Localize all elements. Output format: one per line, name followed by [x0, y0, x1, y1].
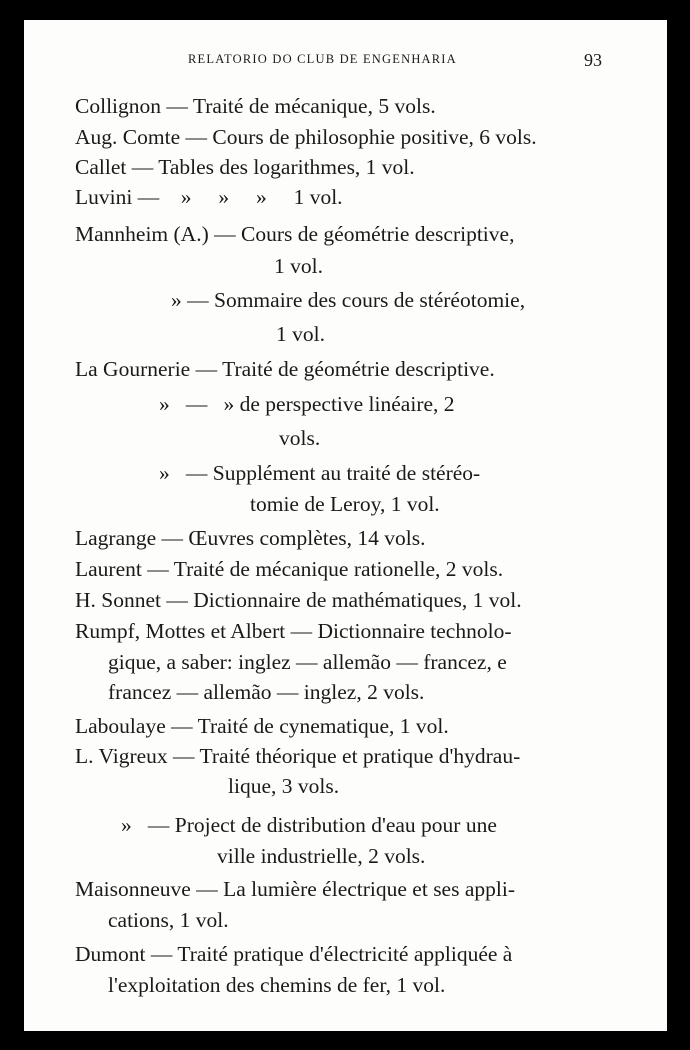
entry-line: » — Project de distribution d'eau pour une	[121, 813, 497, 837]
entry-line: tomie de Leroy, 1 vol.	[250, 492, 440, 516]
entry-line: La Gournerie — Traité de géométrie descriptive.	[75, 357, 495, 381]
entry-line: Laurent — Traité de mécanique rationelle, 2 vols.	[75, 557, 504, 581]
entry-line: » — Sommaire des cours de stéréotomie,	[171, 288, 526, 312]
entry-line: Rumpf, Mottes et Albert — Dictionnaire technolo-	[75, 619, 512, 643]
entry-line: gique, a saber: inglez — allemão — francez, e	[108, 650, 507, 674]
entry-line: Maisonneuve — La lumière électrique et ses appli-	[75, 877, 515, 901]
page-number: 93	[584, 50, 602, 70]
entry-line: Collignon — Traité de mécanique, 5 vols.	[75, 94, 436, 118]
entry-line: lique, 3 vols.	[228, 774, 340, 798]
entry-line: Aug. Comte — Cours de philosophie positive, 6 vols.	[75, 125, 537, 149]
entry-line: Callet — Tables des logarithmes, 1 vol.	[75, 155, 415, 179]
page-header	[24, 50, 667, 76]
entry-line: Laboulaye — Traité de cynematique, 1 vol.	[75, 714, 449, 738]
entry-line: Mannheim (A.) — Cours de géométrie descriptive,	[75, 222, 515, 246]
entry-line: Luvini — » » » 1 vol.	[75, 185, 343, 209]
entry-line: francez — allemão — inglez, 2 vols.	[108, 680, 425, 704]
entry-line: » — Supplément au traité de stéréo-	[159, 461, 481, 485]
entry-line: ville industrielle, 2 vols.	[217, 844, 426, 868]
entry-line: vols.	[279, 426, 321, 450]
entry-line: L. Vigreux — Traité théorique et pratique d'hydrau-	[75, 744, 521, 768]
entry-line: » — » de perspective linéaire, 2	[159, 392, 455, 416]
entry-line: cations, 1 vol.	[108, 908, 229, 932]
running-head: RELATORIO DO CLUB DE ENGENHARIA	[188, 52, 457, 66]
entry-line: 1 vol.	[276, 322, 325, 346]
book-page	[24, 20, 667, 1031]
entry-line: l'exploitation des chemins de fer, 1 vol.	[108, 973, 446, 997]
entry-line: 1 vol.	[274, 254, 323, 278]
entry-line: Lagrange — Œuvres complètes, 14 vols.	[75, 526, 426, 550]
entry-line: Dumont — Traité pratique d'électricité appliquée à	[75, 942, 513, 966]
entry-line: H. Sonnet — Dictionnaire de mathématiques, 1 vol.	[75, 588, 522, 612]
